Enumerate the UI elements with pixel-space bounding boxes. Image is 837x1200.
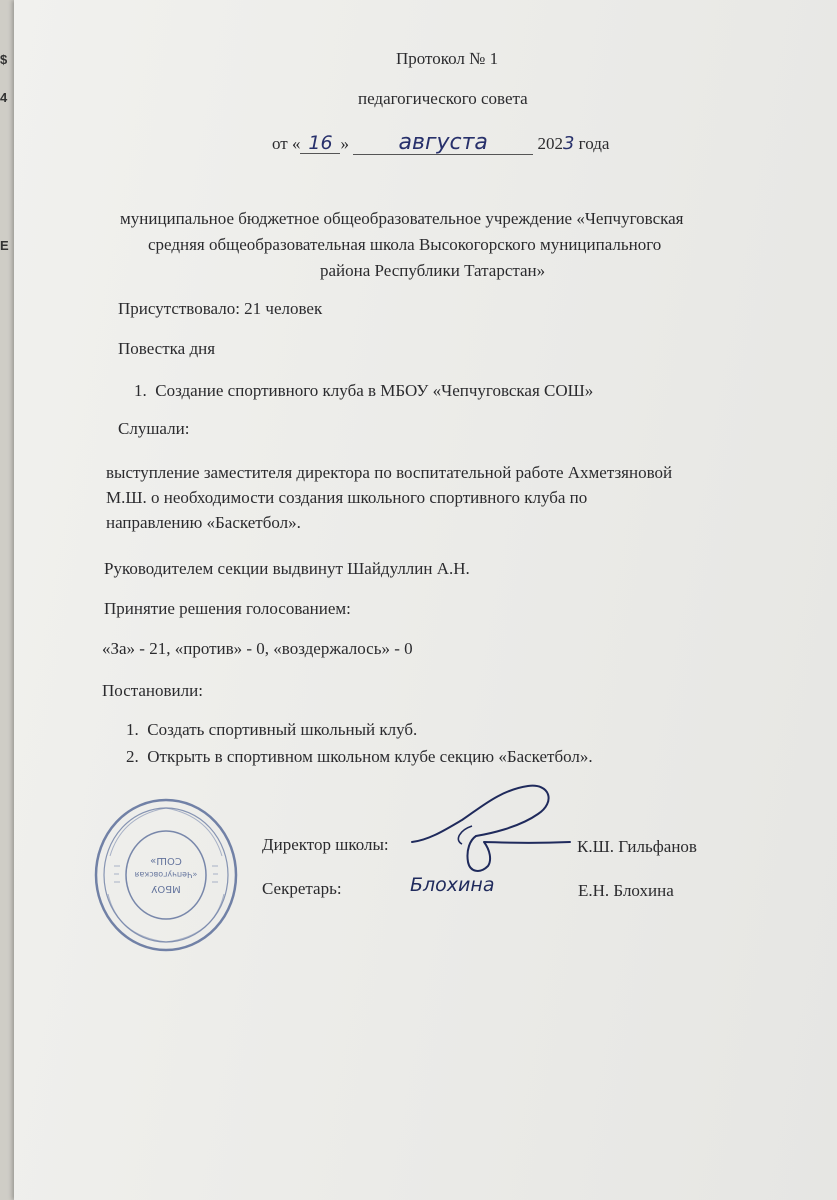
resolved-heading: Постановили:: [102, 681, 203, 700]
secretary-signature: Блохина: [410, 874, 495, 896]
school-seal-stamp: [92, 796, 240, 954]
date-prefix: от «: [272, 134, 301, 153]
director-name: К.Ш. Гильфанов: [577, 837, 697, 856]
edge-mark: E: [0, 238, 9, 253]
resolved-item-num: 2.: [126, 747, 139, 766]
heard-line-2: М.Ш. о необходимости создания школьного спортивного клуба по: [106, 488, 588, 507]
date-mid: »: [340, 134, 349, 153]
stamp-text-line: СОШ»: [150, 855, 182, 866]
institution-line-2: средняя общеобразовательная школа Высокогорского муниципального: [148, 235, 662, 254]
director-label: Директор школы:: [262, 835, 389, 854]
date-year-hand: 3: [562, 133, 575, 154]
resolved-item-text: Создать спортивный школьный клуб.: [147, 720, 418, 739]
vote-result: «За» - 21, «против» - 0, «воздержалось» - 0: [102, 639, 413, 658]
edge-mark: $: [0, 52, 8, 67]
date-suffix: года: [578, 134, 610, 153]
agenda-item-num: 1.: [134, 381, 147, 400]
agenda-item-1: [134, 382, 593, 399]
date-year-printed: 202: [537, 134, 563, 153]
secretary-label: Секретарь:: [262, 879, 342, 898]
agenda-item-text: Создание спортивного клуба в МБОУ «Чепчуговская СОШ»: [155, 381, 594, 400]
date-line: [272, 132, 609, 155]
adjacent-page-edge: [0, 0, 14, 1200]
protocol-title: Протокол № 1: [396, 49, 499, 68]
stamp-text-line: «Чепчуговская: [134, 870, 198, 879]
agenda-heading: Повестка дня: [118, 339, 216, 358]
secretary-name: Е.Н. Блохина: [578, 881, 674, 900]
heard-heading: Слушали:: [118, 419, 190, 438]
resolved-item-text: Открыть в спортивном школьном клубе секцию «Баскетбол».: [147, 747, 593, 766]
date-month-field: [353, 132, 533, 155]
stamp-text-line: МБОУ: [151, 883, 181, 894]
edge-mark: 4: [0, 90, 8, 105]
date-month: августа: [398, 130, 488, 155]
heard-line-1: выступление заместителя директора по воспитательной работе Ахметзяновой: [106, 463, 673, 482]
institution-line-3: района Республики Татарстан»: [320, 261, 546, 280]
director-signature: [400, 780, 600, 880]
protocol-subtitle: педагогического совета: [358, 89, 528, 108]
date-day: 16: [308, 132, 333, 154]
resolved-item-1: [126, 721, 417, 738]
resolved-item-num: 1.: [126, 720, 139, 739]
date-day-field: [300, 134, 340, 154]
resolved-item-2: [126, 748, 593, 765]
vote-heading: Принятие решения голосованием:: [104, 599, 351, 618]
heard-line-3: направлению «Баскетбол».: [106, 513, 301, 532]
attendance: Присутствовало: 21 человек: [118, 299, 323, 318]
institution-line-1: муниципальное бюджетное общеобразовательное учреждение «Чепчуговская: [120, 209, 684, 228]
section-leader: Руководителем секции выдвинут Шайдуллин А.Н.: [104, 559, 470, 578]
